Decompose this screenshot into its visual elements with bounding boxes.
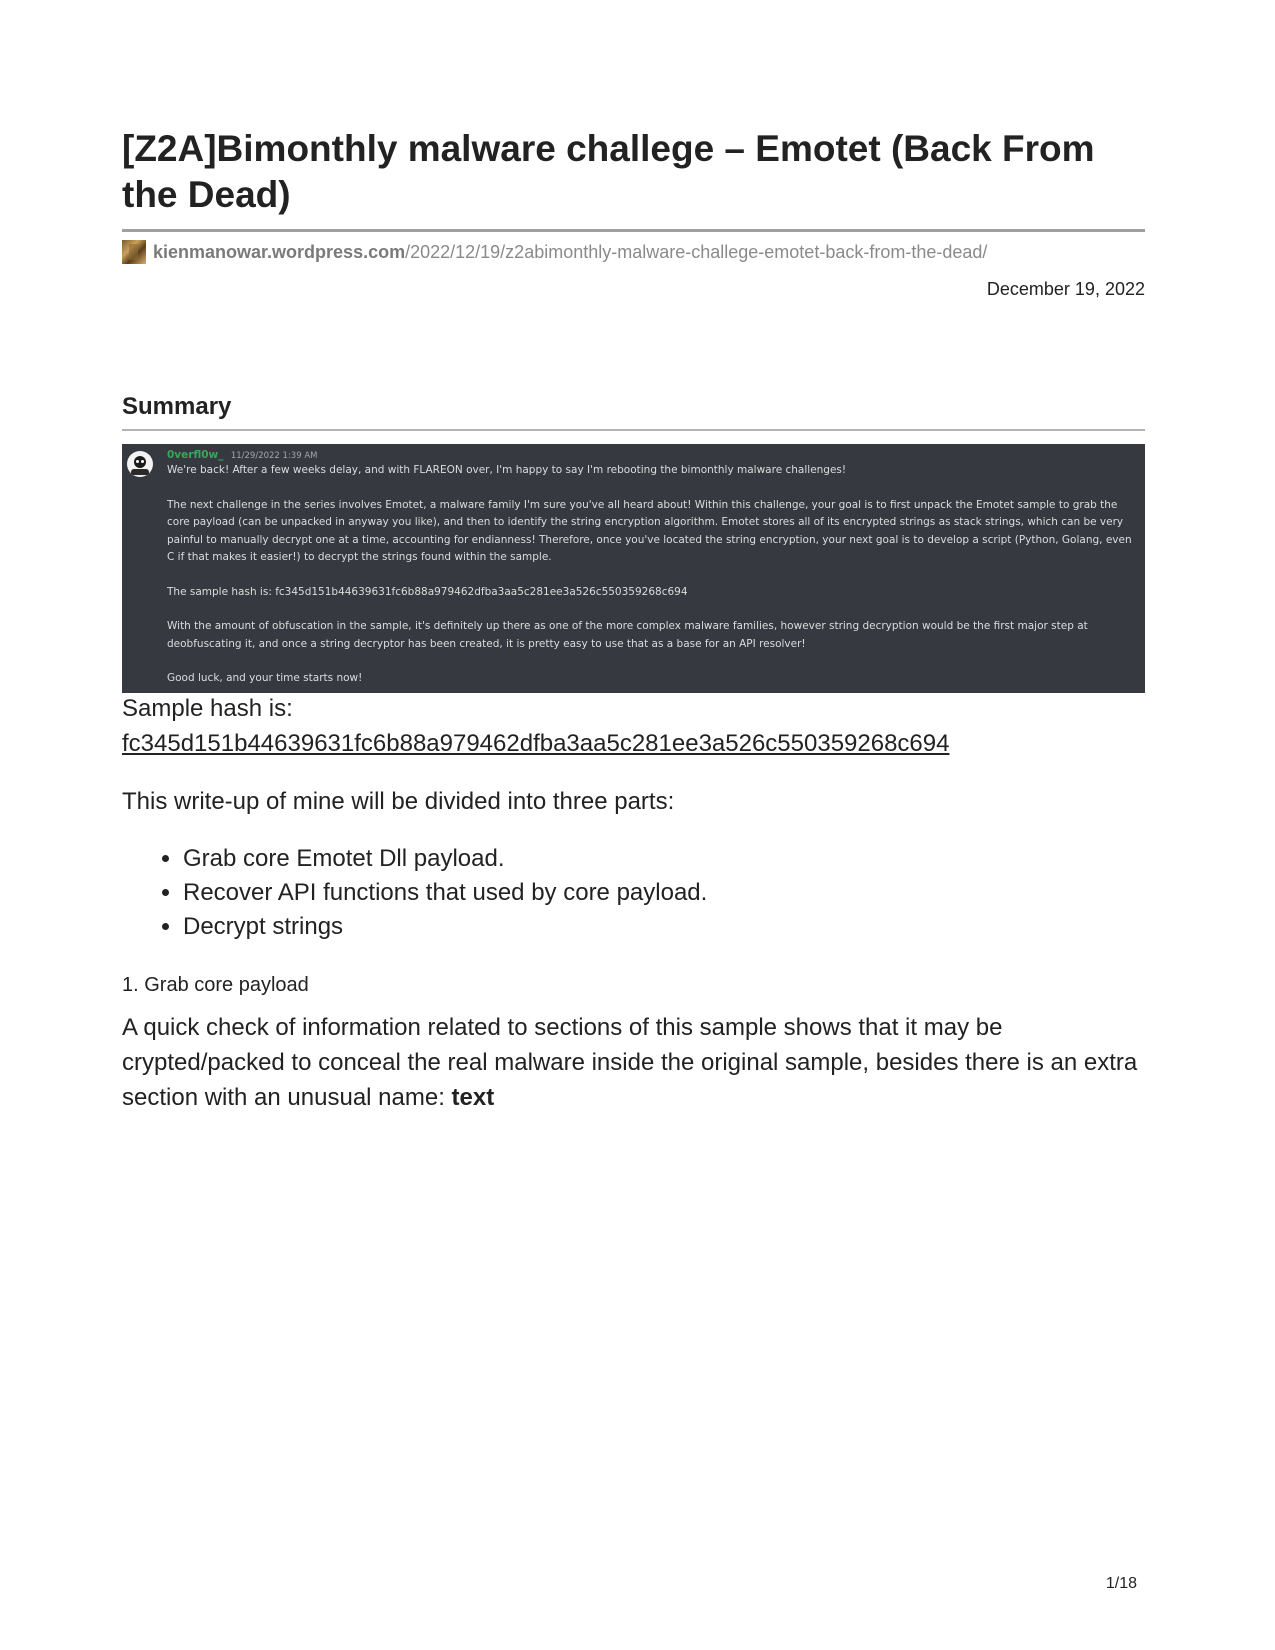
source-path[interactable]: /2022/12/19/z2abimonthly-malware-challege-emotet-back-from-the-dead/ — [405, 241, 988, 262]
message-timestamp: 11/29/2022 1:39 AM — [230, 451, 318, 461]
message-paragraph: We're back! After a few weeks delay, and with FLAREON over, I'm happy to say I'm rebooting the bimonthly malware challenges! — [167, 464, 847, 476]
user-avatar — [127, 451, 153, 477]
message-body — [167, 448, 1137, 688]
section-heading: 1. Grab core payload — [122, 974, 309, 996]
message-paragraph: The next challenge in the series involves Emotet, a malware family I'm sure you've all heard about! Within this challenge, your goal is to first unpack the Emotet sample to grab the core payload (can be unpacked in anyway you like), and then to identify the string encryption algorithm. Emotet stores all of its encrypted strings as stack strings, which can be very painful to manually decrypt one at a time, accounting for endianness! Therefore, once you've located the string encryption, your next goal is to develop a script (Python, Golang, even C if that makes it easier!) to decrypt the strings found within the sample. — [167, 498, 1132, 563]
message-header — [167, 448, 1137, 462]
title-divider — [122, 229, 1145, 232]
list-item: • Recover API functions that used by core payload. — [183, 876, 707, 910]
message-paragraph: Good luck, and your time starts now! — [167, 672, 363, 684]
paragraph-gap — [167, 601, 1137, 618]
discord-message-screenshot — [122, 444, 1145, 693]
paragraph-gap — [167, 480, 1137, 497]
publish-date: December 19, 2022 — [986, 279, 1145, 299]
summary-divider — [122, 429, 1145, 431]
hash-link[interactable]: fc345d151b44639631fc6b88a979462dfba3aa5c281ee3a526c550359268c694 — [122, 730, 950, 757]
article-title: [Z2A]Bimonthly malware challege – Emotet (Back From the Dead) — [122, 128, 1095, 215]
mask-icon — [134, 456, 146, 468]
section-paragraph — [122, 1010, 1145, 1115]
intro-paragraph: This write-up of mine will be divided into three parts: — [122, 788, 675, 815]
parts-list — [122, 842, 707, 944]
list-item: • Grab core Emotet Dll payload. — [183, 842, 707, 876]
message-username: 0verfl0w_ — [167, 449, 224, 461]
list-item: • Decrypt strings — [183, 910, 707, 944]
avatar-base — [131, 469, 149, 475]
hash-label: Sample hash is: — [122, 695, 293, 722]
source-domain[interactable]: kienmanowar.wordpress.com — [153, 241, 406, 262]
paragraph-gap — [167, 653, 1137, 670]
paragraph-gap — [167, 567, 1137, 584]
message-paragraph: The sample hash is: fc345d151b44639631fc6b88a979462dfba3aa5c281ee3a526c550359268c694 — [167, 585, 688, 598]
page-number: 1/18 — [1105, 1575, 1137, 1592]
section-paragraph-text: A quick check of information related to sections of this sample shows that it may be crypted/packed to conceal the real malware inside the original sample, besides there is an extra section with an unusual name: — [122, 1014, 1138, 1111]
summary-heading: Summary — [122, 393, 232, 420]
site-favicon-icon — [122, 240, 146, 264]
source-url[interactable] — [122, 239, 1145, 265]
section-name-bold: text — [451, 1084, 495, 1111]
message-paragraph: With the amount of obfuscation in the sample, it's definitely up there as one of the more complex malware families, however string decryption would be the first major step at deobfuscating it, and once a string decryptor has been created, it is pretty easy to use that as a base for an API resolver! — [167, 620, 1088, 650]
